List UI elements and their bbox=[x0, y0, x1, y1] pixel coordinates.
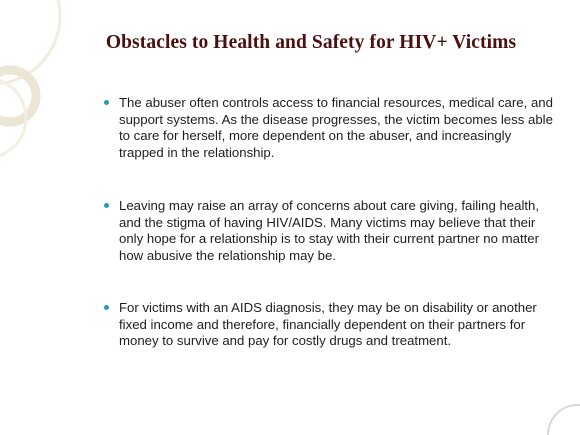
decor-ring-medium bbox=[0, 70, 36, 122]
bullet-dot-icon bbox=[104, 305, 109, 310]
decor-ring-small bbox=[0, 78, 26, 158]
bullet-text: The abuser often controls access to financial resources, medical care, and support systems. As the disease progresses, the victim becomes less able to care for herself, more dependent on the abuser, and increasingly trapped in the relationship. bbox=[119, 95, 553, 160]
bullet-item bbox=[104, 198, 556, 264]
bullet-item bbox=[104, 300, 556, 350]
bullet-dot-icon bbox=[104, 100, 109, 105]
decor-ring-bottom-right bbox=[548, 405, 580, 435]
bullet-item bbox=[104, 95, 556, 161]
bullet-dot-icon bbox=[104, 203, 109, 208]
bullet-text: For victims with an AIDS diagnosis, they may be on disability or another fixed income and therefore, financially dependent on their partners for money to survive and pay for costly drugs and treatment. bbox=[119, 300, 537, 348]
decor-ring-large bbox=[0, 0, 60, 84]
slide-title: Obstacles to Health and Safety for HIV+ Victims bbox=[105, 32, 517, 53]
bullet-text: Leaving may raise an array of concerns about care giving, failing health, and the stigma of having HIV/AIDS. Many victims may believe that their only hope for a relationship is to stay with their current partner no matter how abusive the relationship may be. bbox=[119, 198, 540, 263]
